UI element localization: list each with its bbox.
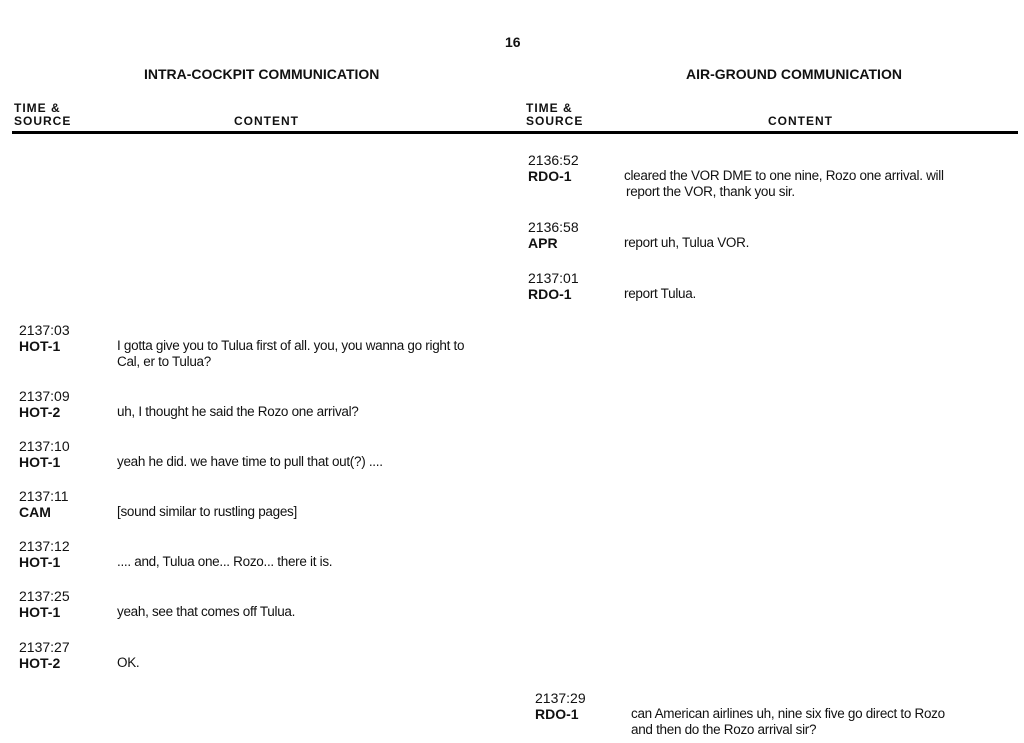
cockpit-entry xyxy=(19,388,70,420)
entry-source: HOT-2 xyxy=(19,655,61,671)
left-time-header-line2: SOURCE xyxy=(14,114,72,128)
entry-content-line: I gotta give you to Tulua first of all. you, you wanna go right to xyxy=(117,338,465,353)
entry-content: yeah he did. we have time to pull that out(?) .... xyxy=(117,454,383,469)
cockpit-entry xyxy=(19,588,70,620)
air-ground-entry xyxy=(535,690,586,722)
air-ground-entry xyxy=(528,152,579,184)
entry-source: RDO-1 xyxy=(528,286,572,302)
intra-cockpit-title: INTRA-COCKPIT COMMUNICATION xyxy=(144,66,380,82)
right-time-header-line2: SOURCE xyxy=(526,114,584,128)
entry-content-line: Cal, er to Tulua? xyxy=(117,354,211,369)
entry-source: RDO-1 xyxy=(528,168,572,184)
entry-time: 2137:10 xyxy=(19,438,70,454)
entry-time: 2137:27 xyxy=(19,639,70,655)
entry-source: HOT-1 xyxy=(19,604,61,620)
entry-source: HOT-1 xyxy=(19,454,61,470)
entry-source: RDO-1 xyxy=(535,706,579,722)
entry-content: report Tulua. xyxy=(624,286,696,301)
entry-content-line: can American airlines uh, nine six five go direct to Rozo xyxy=(631,706,945,721)
entry-time: 2136:58 xyxy=(528,219,579,235)
entry-source: HOT-1 xyxy=(19,338,61,354)
entry-content: yeah, see that comes off Tulua. xyxy=(117,604,296,619)
right-content-header: CONTENT xyxy=(768,114,833,128)
cockpit-entry xyxy=(19,322,70,354)
entry-source: HOT-1 xyxy=(19,554,61,570)
entry-content: OK. xyxy=(117,655,140,670)
entry-time: 2137:03 xyxy=(19,322,70,338)
left-time-header-line1: TIME & xyxy=(14,101,61,115)
entry-content: .... and, Tulua one... Rozo... there it is. xyxy=(117,554,333,569)
cockpit-entry xyxy=(19,538,70,570)
cockpit-entry xyxy=(19,438,70,470)
entry-time: 2137:25 xyxy=(19,588,70,604)
entry-time: 2137:09 xyxy=(19,388,70,404)
entry-content xyxy=(117,338,464,370)
entry-time: 2137:29 xyxy=(535,690,586,706)
page-number: 16 xyxy=(505,34,521,50)
air-ground-title: AIR-GROUND COMMUNICATION xyxy=(686,66,902,82)
entry-content: uh, I thought he said the Rozo one arrival? xyxy=(117,404,359,419)
right-time-header xyxy=(526,102,583,128)
entry-content xyxy=(624,168,944,200)
entry-content-line: cleared the VOR DME to one nine, Rozo one arrival. will xyxy=(624,168,944,183)
entry-time: 2136:52 xyxy=(528,152,579,168)
cockpit-entry xyxy=(19,488,69,520)
entry-source: HOT-2 xyxy=(19,404,61,420)
entry-content xyxy=(631,706,945,738)
cockpit-entry xyxy=(19,639,70,671)
entry-source: APR xyxy=(528,235,558,251)
left-content-header: CONTENT xyxy=(234,114,299,128)
header-divider xyxy=(12,131,1018,134)
entry-time: 2137:11 xyxy=(19,488,69,504)
entry-content-line: and then do the Rozo arrival sir? xyxy=(631,722,817,737)
entry-content: [sound similar to rustling pages] xyxy=(117,504,297,519)
entry-content: report uh, Tulua VOR. xyxy=(624,235,750,250)
entry-time: 2137:01 xyxy=(528,270,579,286)
air-ground-entry xyxy=(528,270,579,302)
entry-time: 2137:12 xyxy=(19,538,70,554)
air-ground-entry xyxy=(528,219,579,251)
left-time-header xyxy=(14,102,71,128)
right-time-header-line1: TIME & xyxy=(526,101,573,115)
entry-content-line: report the VOR, thank you sir. xyxy=(626,184,795,199)
entry-source: CAM xyxy=(19,504,51,520)
